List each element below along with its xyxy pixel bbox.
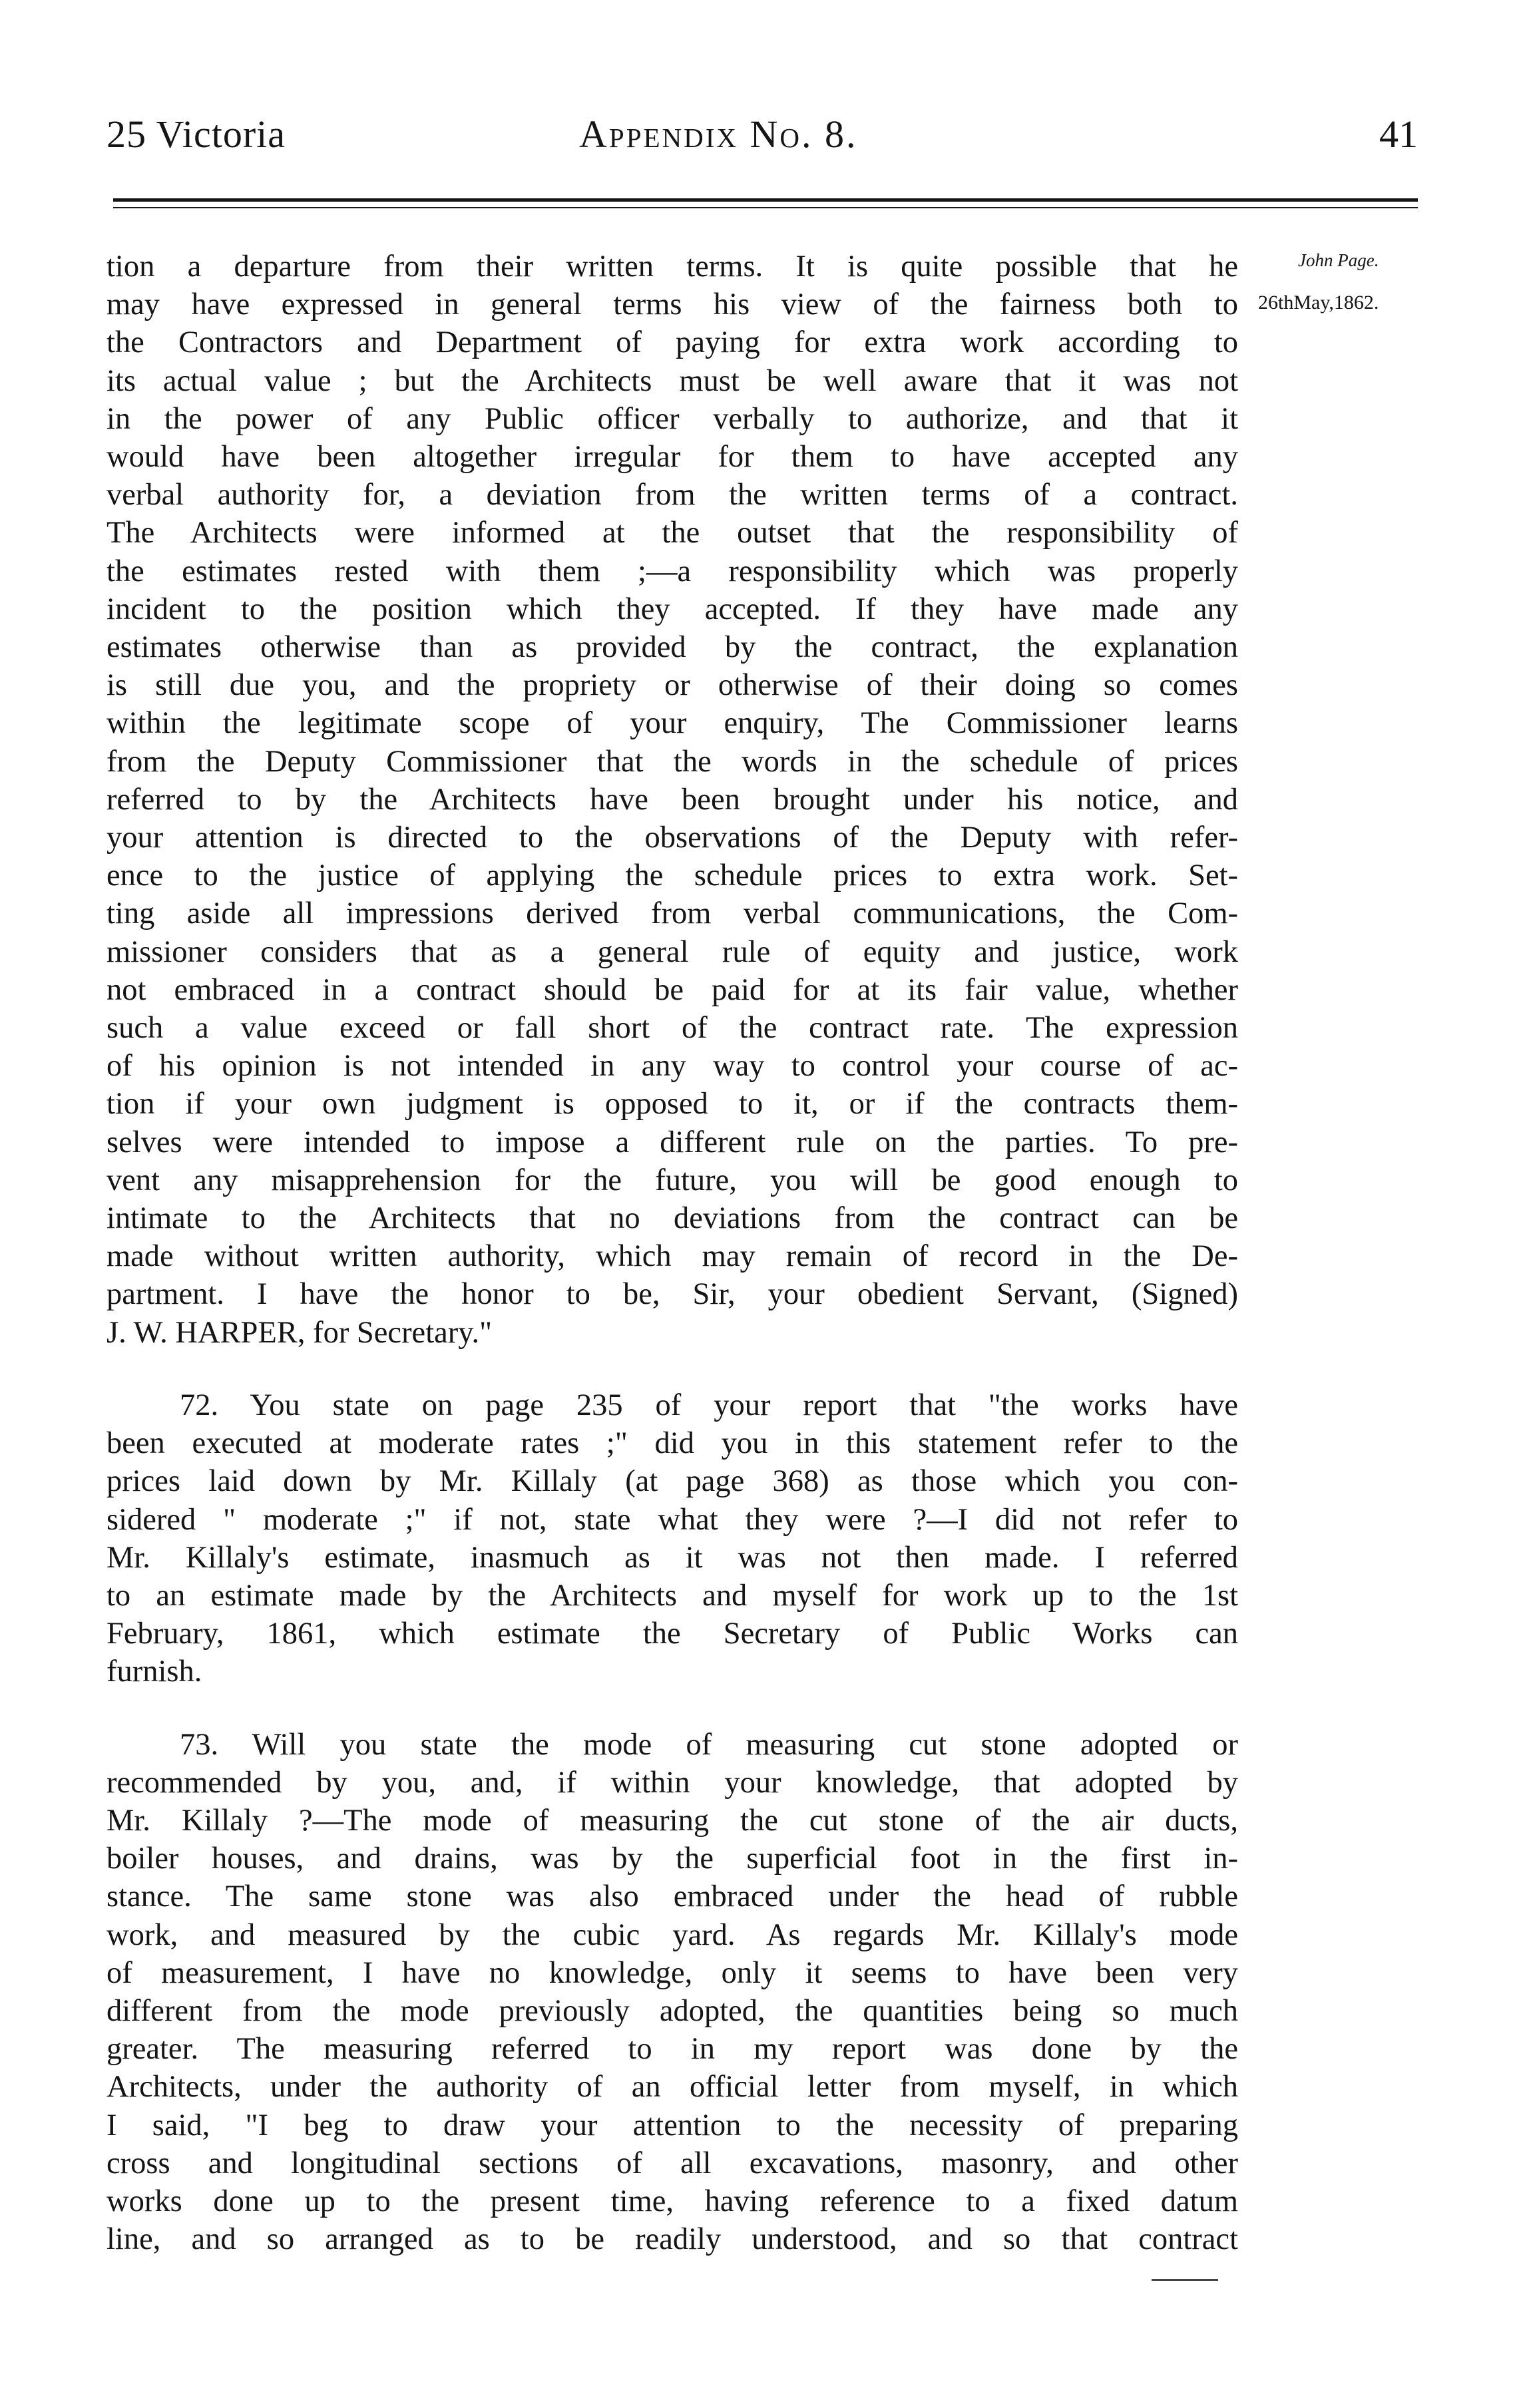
header-rule-thin — [113, 207, 1418, 208]
text-line: intimate to the Architects that no deviations from the contract can be — [107, 1201, 1238, 1236]
text-line: its actual value ; but the Architects must be well aware that it was not — [107, 363, 1238, 398]
text-line: work, and measured by the cubic yard. As regards Mr. Killaly's mode — [107, 1917, 1238, 1952]
header-regnal-year: 25 Victoria — [107, 112, 286, 156]
text-line: tion if your own judgment is opposed to it, or if the contracts them- — [107, 1087, 1238, 1121]
text-line: ence to the justice of applying the schedule prices to extra work. Set- — [107, 859, 1238, 893]
text-line: February, 1861, which estimate the Secretary of Public Works can — [107, 1617, 1238, 1651]
running-header — [107, 112, 1418, 172]
text-line: partment. I have the honor to be, Sir, your obedient Servant, (Signed) — [107, 1277, 1238, 1312]
text-line: referred to by the Architects have been brought under his notice, and — [107, 782, 1238, 817]
header-appendix-title: Appendix No. 8. — [579, 112, 858, 156]
body-text — [107, 248, 1238, 2258]
text-line: is still due you, and the propriety or otherwise of their doing so comes — [107, 668, 1238, 703]
text-line: made without written authority, which may remain of record in the De- — [107, 1239, 1238, 1274]
text-line: selves were intended to impose a different rule on the parties. To pre- — [107, 1125, 1238, 1159]
text-line: would have been altogether irregular for them to have accepted any — [107, 440, 1238, 475]
text-line: sidered " moderate ;" if not, state what they were ?—I did not refer to — [107, 1502, 1238, 1537]
paragraph-question-72 — [107, 1386, 1238, 1691]
paragraph-gap — [107, 1691, 1238, 1726]
paragraph-letter-continuation — [107, 248, 1238, 1352]
margin-note-date: 26thMay,1862. — [1258, 292, 1379, 313]
text-line: different from the mode previously adopted, the quantities being so much — [107, 1993, 1238, 2028]
text-line: incident to the position which they accepted. If they have made any — [107, 592, 1238, 626]
text-line: Mr. Killaly's estimate, inasmuch as it was not then made. I referred — [107, 1540, 1238, 1575]
text-line: line, and so arranged as to be readily understood, and so that contract — [107, 2222, 1238, 2257]
text-line: from the Deputy Commissioner that the words in the schedule of prices — [107, 744, 1238, 779]
paragraph-gap — [107, 1352, 1238, 1386]
text-line: Mr. Killaly ?—The mode of measuring the cut stone of the air ducts, — [107, 1803, 1238, 1838]
text-line: 72. You state on page 235 of your report that "the works have — [180, 1388, 1238, 1422]
text-line: been executed at moderate rates ;" did you in this statement refer to the — [107, 1426, 1238, 1461]
text-line: of his opinion is not intended in any way to control your course of ac- — [107, 1049, 1238, 1084]
text-line: such a value exceed or fall short of the contract rate. The expression — [107, 1011, 1238, 1046]
text-line: prices laid down by Mr. Killaly (at page 368) as those which you con- — [107, 1464, 1238, 1499]
text-line: I said, "I beg to draw your attention to the necessity of preparing — [107, 2108, 1238, 2142]
text-line: not embraced in a contract should be paid for at its fair value, whether — [107, 972, 1238, 1007]
text-line: to an estimate made by the Architects and myself for work up to the 1st — [107, 1578, 1238, 1613]
text-line: ting aside all impressions derived from verbal communications, the Com- — [107, 897, 1238, 931]
paragraph-question-73 — [107, 1726, 1238, 2259]
text-line: recommended by you, and, if within your knowledge, that adopted by — [107, 1765, 1238, 1800]
text-line: tion a departure from their written terms. It is quite possible that he — [107, 250, 1238, 284]
printer-mark — [1152, 2276, 1218, 2281]
text-line: stance. The same stone was also embraced under the head of rubble — [107, 1880, 1238, 1914]
text-line: greater. The measuring referred to in my report was done by the — [107, 2032, 1238, 2067]
text-line: within the legitimate scope of your enquiry, The Commissioner learns — [107, 706, 1238, 741]
text-line: verbal authority for, a deviation from the written terms of a contract. — [107, 478, 1238, 512]
text-line: the estimates rested with them ;—a responsibility which was properly — [107, 554, 1238, 588]
text-line: vent any misapprehension for the future, you will be good enough to — [107, 1163, 1238, 1197]
text-line: the Contractors and Department of paying for extra work according to — [107, 325, 1238, 360]
text-line: Architects, under the authority of an official letter from myself, in which — [107, 2070, 1238, 2105]
text-line: 73. Will you state the mode of measuring cut stone adopted or — [180, 1727, 1238, 1762]
text-line: of measurement, I have no knowledge, only it seems to have been very — [107, 1955, 1238, 1990]
text-line: J. W. HARPER, for Secretary." — [107, 1315, 493, 1350]
text-line: in the power of any Public officer verbally to authorize, and that it — [107, 401, 1238, 436]
text-line: cross and longitudinal sections of all excavations, masonry, and other — [107, 2146, 1238, 2180]
text-line: your attention is directed to the observations of the Deputy with refer- — [107, 821, 1238, 855]
text-line: may have expressed in general terms his view of the fairness both to — [107, 288, 1238, 322]
text-line: The Architects were informed at the outset that the responsibility of — [107, 516, 1238, 550]
text-line: missioner considers that as a general rule of equity and justice, work — [107, 934, 1238, 969]
text-line: works done up to the present time, having reference to a fixed datum — [107, 2184, 1238, 2218]
margin-note-witness: John Page. — [1298, 250, 1379, 270]
text-line: estimates otherwise than as provided by the contract, the explanation — [107, 630, 1238, 665]
header-rule-thick — [113, 198, 1418, 202]
text-line: furnish. — [107, 1655, 202, 1689]
text-line: boiler houses, and drains, was by the superficial foot in the first in- — [107, 1842, 1238, 1876]
page-number: 41 — [1379, 112, 1418, 156]
